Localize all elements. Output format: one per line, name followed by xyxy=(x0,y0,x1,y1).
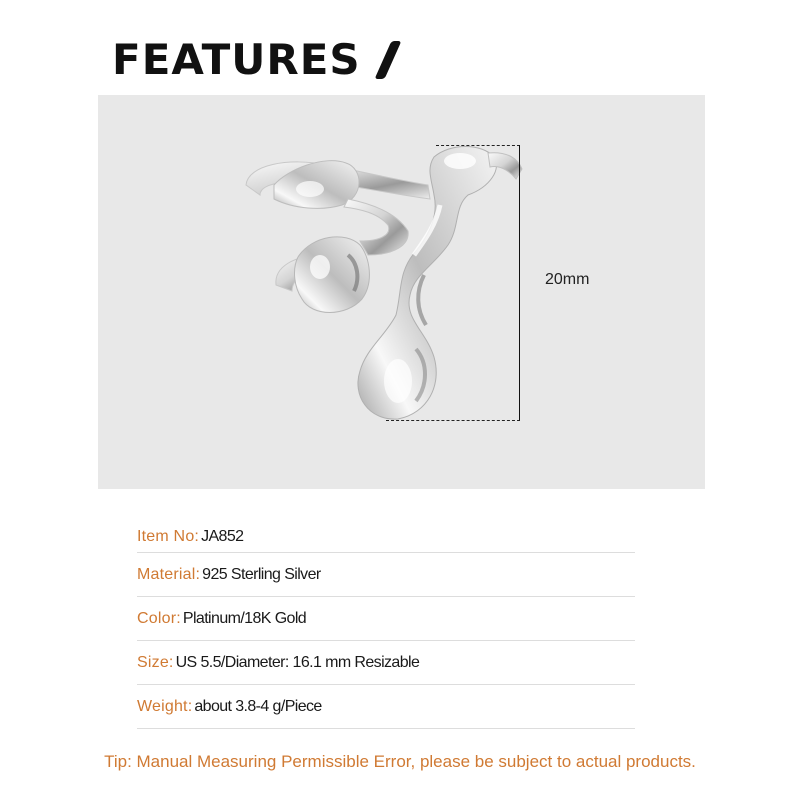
spec-value: 925 Sterling Silver xyxy=(202,565,321,583)
spec-value: about 3.8-4 g/Piece xyxy=(194,697,322,715)
spec-value: JA852 xyxy=(201,528,244,545)
spec-label: Material: xyxy=(137,565,201,583)
spec-row-size xyxy=(137,641,635,685)
spec-list xyxy=(137,520,635,729)
spec-row-material xyxy=(137,553,635,597)
product-photo xyxy=(98,95,705,489)
slash-mark-icon xyxy=(374,41,401,79)
ring-icon xyxy=(98,95,705,489)
spec-row-item-no xyxy=(137,520,635,553)
dimension-line xyxy=(519,145,520,420)
spec-value: US 5.5/Diameter: 16.1 mm Resizable xyxy=(175,653,420,671)
spec-label: Weight: xyxy=(137,697,193,715)
dimension-bottom-guide xyxy=(386,420,520,421)
spec-row-color xyxy=(137,597,635,641)
dimension-top-guide xyxy=(436,145,520,146)
spec-label: Color: xyxy=(137,609,181,627)
spec-label: Item No: xyxy=(137,528,200,545)
tip-note: Tip: Manual Measuring Permissible Error, please be subject to actual products. xyxy=(104,752,696,771)
spec-row-weight xyxy=(137,685,635,729)
dimension-label: 20mm xyxy=(545,271,590,288)
features-heading xyxy=(112,34,393,86)
spec-label: Size: xyxy=(137,653,174,671)
page-title: FEATURES xyxy=(112,35,361,84)
spec-value: Platinum/18K Gold xyxy=(182,609,307,627)
